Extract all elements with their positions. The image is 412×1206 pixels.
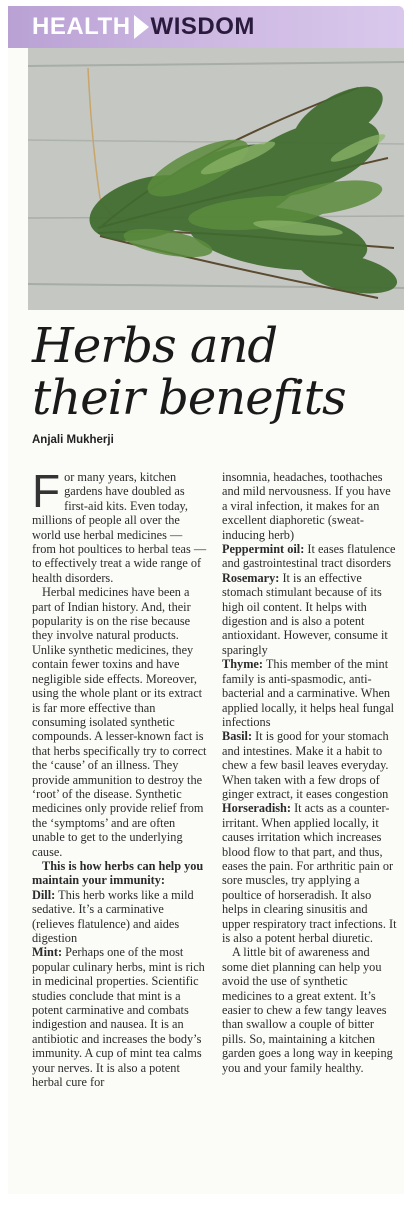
rosemary-text: It is an effective stomach stimulant because of its high oil content. It helps with digestion and is also a potent antioxidant. However, consume it sparingly bbox=[222, 570, 388, 657]
dill-label: Dill: bbox=[32, 887, 56, 902]
closing-paragraph: A little bit of awareness and some diet planning can help you avoid the use of synthetic medicines to a great extent. It’s easier to chew a few tangy leaves than swallow a couple of bitter pills. So, maintaining a kitchen garden goes a long way in keeping you and your family healthy. bbox=[222, 945, 393, 1075]
headline-line-1: Herbs and bbox=[32, 318, 278, 374]
mint-continued: insomnia, headaches, toothaches and mild nervousness. If you have a viral infection, it makes for an excellent diaphoretic (sweat-inducing herb) bbox=[222, 470, 391, 542]
basil-text: It is good for your stomach and intestines. Make it a habit to chew a few basil leaves everyday. When taken with a few drops of ginger extract, it eases congestion bbox=[222, 729, 389, 801]
column-1 bbox=[32, 465, 208, 1090]
intro-paragraph bbox=[32, 465, 208, 585]
rosemary-label: Rosemary: bbox=[222, 570, 280, 585]
dill-text: This herb works like a mild sedative. It’s a carminative (relieves flatulence) and aides digestion bbox=[32, 887, 194, 945]
immunity-subhead: This is how herbs can help you maintain your immunity: bbox=[32, 858, 204, 888]
thyme-label: Thyme: bbox=[222, 657, 263, 672]
headline-line-2: their benefits bbox=[32, 370, 346, 426]
column-2 bbox=[222, 470, 398, 1089]
basil-label: Basil: bbox=[222, 729, 253, 744]
banner-health: HEALTH bbox=[32, 13, 131, 40]
mint-label: Mint: bbox=[32, 945, 63, 960]
drop-cap: F bbox=[32, 465, 61, 517]
play-arrow-icon bbox=[134, 15, 149, 39]
horseradish-text: It acts as a counter-irritant. When applied locally, it causes irritation which increases blood flow to that part, and thus, eases the pain. For arthritic pain or sore muscles, try applying a poultice of horseradish. It also helps in clearing sinusitis and upper respiratory tract infections. It is also a potent herbal diuretic. bbox=[222, 801, 397, 945]
article-page bbox=[8, 6, 404, 1194]
peppermint-entry bbox=[222, 542, 398, 571]
mint-text: Perhaps one of the most popular culinary herbs, mint is rich in medicinal properties. Scientific studies conclude that mint is a potent carminative and combats indigestion and nausea. It is an antibiotic and increases the body’s immunity. A cup of mint tea calms your nerves. It is also a potent herbal cure for bbox=[32, 945, 205, 1090]
dill-entry bbox=[32, 888, 208, 946]
rosemary-photo bbox=[28, 48, 404, 310]
basil-entry bbox=[222, 729, 398, 801]
rosemary-entry bbox=[222, 571, 398, 657]
article-body bbox=[32, 465, 398, 1090]
thyme-entry bbox=[222, 657, 398, 729]
history-paragraph: Herbal medicines have been a part of Indian history. And, their popularity is on the rise because they involve natural products. Unlike synthetic medicines, they contain fewer toxins and have negligible side effects. Moreover, using the whole plant or its extract is far more effective than consuming isolated synthetic compounds. A lesser-known fact is that herbs specifically try to correct the ‘cause’ of an illness. They provide ammunition to destroy the ‘root’ of the disease. Synthetic medicines only provide relief from the ‘symptoms’ and are often unable to get to the underlying cause. bbox=[32, 585, 207, 859]
horseradish-entry bbox=[222, 801, 398, 945]
section-banner bbox=[8, 6, 404, 48]
thyme-text: This member of the mint family is anti-spasmodic, anti-bacterial and a carminative. When applied locally, it helps heal fungal infections bbox=[222, 657, 394, 729]
intro-text: or many years, kitchen gardens have doubled as first-aid kits. Even today, millions of people all over the world use herbal medicines — from hot poultices to herbal teas — to effectively treat a wide range of health disorders. bbox=[32, 470, 207, 585]
headline bbox=[32, 320, 404, 424]
rosemary-bunch-illustration bbox=[28, 48, 404, 310]
author-byline: Anjali Mukherji bbox=[32, 434, 114, 446]
banner-wisdom: WISDOM bbox=[150, 13, 255, 40]
peppermint-text: It eases flatulence and gastrointestinal tract disorders bbox=[222, 542, 396, 571]
horseradish-label: Horseradish: bbox=[222, 801, 291, 816]
peppermint-label: Peppermint oil: bbox=[222, 542, 305, 557]
mint-entry bbox=[32, 945, 208, 1089]
